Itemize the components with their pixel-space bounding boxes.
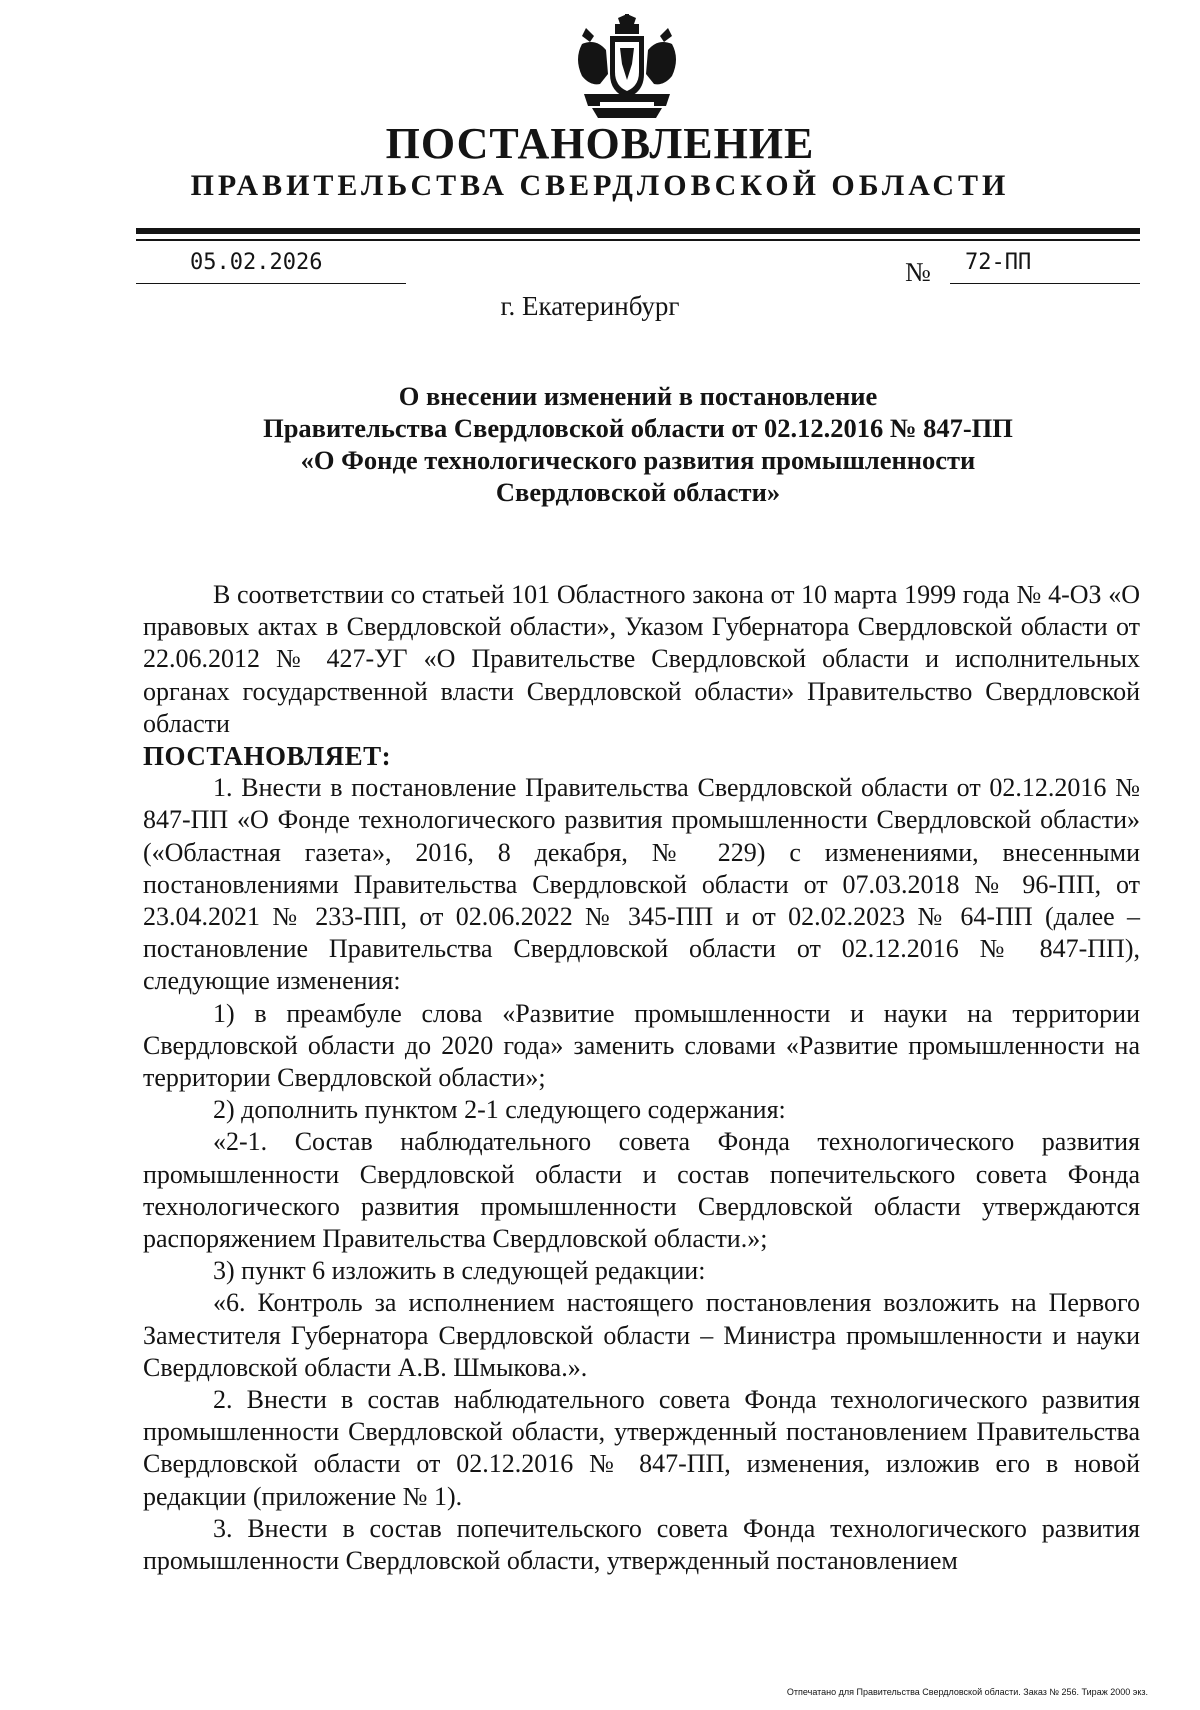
document-date: 05.02.2026	[190, 250, 323, 275]
title-line: Свердловской области»	[495, 477, 781, 507]
coat-of-arms-emblem	[570, 14, 684, 124]
print-footer: Отпечатано для Правительства Свердловской области. Заказ № 256. Тираж 2000 экз.	[786, 1687, 1148, 1697]
number-sign: №	[905, 257, 931, 287]
body-paragraph: «2-1. Состав наблюдательного совета Фонда технологического развития промышленности Свердловской области и состав попечительского совета Фонда технологического развития промышленности Свердловской области утверждаются распоряжением Правительства Свердловской области.»;	[143, 1127, 1140, 1254]
document-title	[136, 380, 1140, 508]
date-underline	[136, 283, 406, 284]
issue-city: г. Екатеринбург	[500, 291, 680, 321]
document-number: 72-ПП	[965, 250, 1032, 275]
organization-heading: ПРАВИТЕЛЬСТВА СВЕРДЛОВСКОЙ ОБЛАСТИ	[190, 169, 1010, 202]
title-line: «О Фонде технологического развития промышленности	[300, 445, 976, 475]
document-type-heading: ПОСТАНОВЛЕНИЕ	[385, 119, 815, 168]
decree-word: ПОСТАНОВЛЯЕТ:	[143, 741, 392, 772]
title-line: Правительства Свердловской области от 02.12.2016 № 847-ПП	[263, 413, 1013, 443]
body-paragraph: 3) пункт 6 изложить в следующей редакции:	[213, 1256, 706, 1286]
body-paragraph: 2) дополнить пунктом 2-1 следующего содержания:	[213, 1095, 786, 1125]
body-paragraph: 2. Внести в состав наблюдательного совета Фонда технологического развития промышленности Свердловской области, утвержденный постановлением Правительства Свердловской области от 02.12.2016 № 847-ПП, изменения, изложив его в новой редакции (приложение № 1).	[143, 1385, 1140, 1511]
body-paragraph: 1) в преамбуле слова «Развитие промышленности и науки на территории Свердловской области до 2020 года» заменить словами «Развитие промышленности на территории Свердловской области»;	[143, 998, 1140, 1093]
body-paragraph: «6. Контроль за исполнением настоящего постановления возложить на Первого Заместителя Губернатора Свердловской области – Министра промышленности и науки Свердловской области А.В. Шмыкова.».	[143, 1288, 1140, 1382]
preamble-paragraph: В соответствии со статьей 101 Областного закона от 10 марта 1999 года № 4-ОЗ «О правовых актах в Свердловской области», Указом Губернатора Свердловской области от 22.06.2012 № 427-УГ «О Правительстве Свердловской области и исполнительных органах государственной власти Свердловской области» Правительство Свердловской области	[143, 580, 1140, 738]
number-underline	[950, 283, 1140, 284]
body-paragraph: 1. Внести в постановление Правительства Свердловской области от 02.12.2016 № 847-ПП «О Фонде технологического развития промышленности Свердловской области» («Областная газета», 2016, 8 декабря, № 229) с изменениями, внесенными постановлениями Правительства Свердловской области от 07.03.2018 № 96-ПП, от 23.04.2021 № 233-ПП, от 02.06.2022 № 345-ПП и от 02.02.2023 № 64-ПП (далее – постановление Правительства Свердловской области от 02.12.2016 № 847-ПП), следующие изменения:	[143, 773, 1140, 996]
body-paragraph: 3. Внести в состав попечительского совета Фонда технологического развития промышленности Свердловской области, утвержденный постановлением	[143, 1513, 1140, 1576]
header-rule-thin	[136, 239, 1140, 241]
header-rule-thick	[136, 228, 1140, 234]
title-line: О внесении изменений в постановление	[398, 381, 878, 411]
document-body	[143, 579, 1140, 1577]
